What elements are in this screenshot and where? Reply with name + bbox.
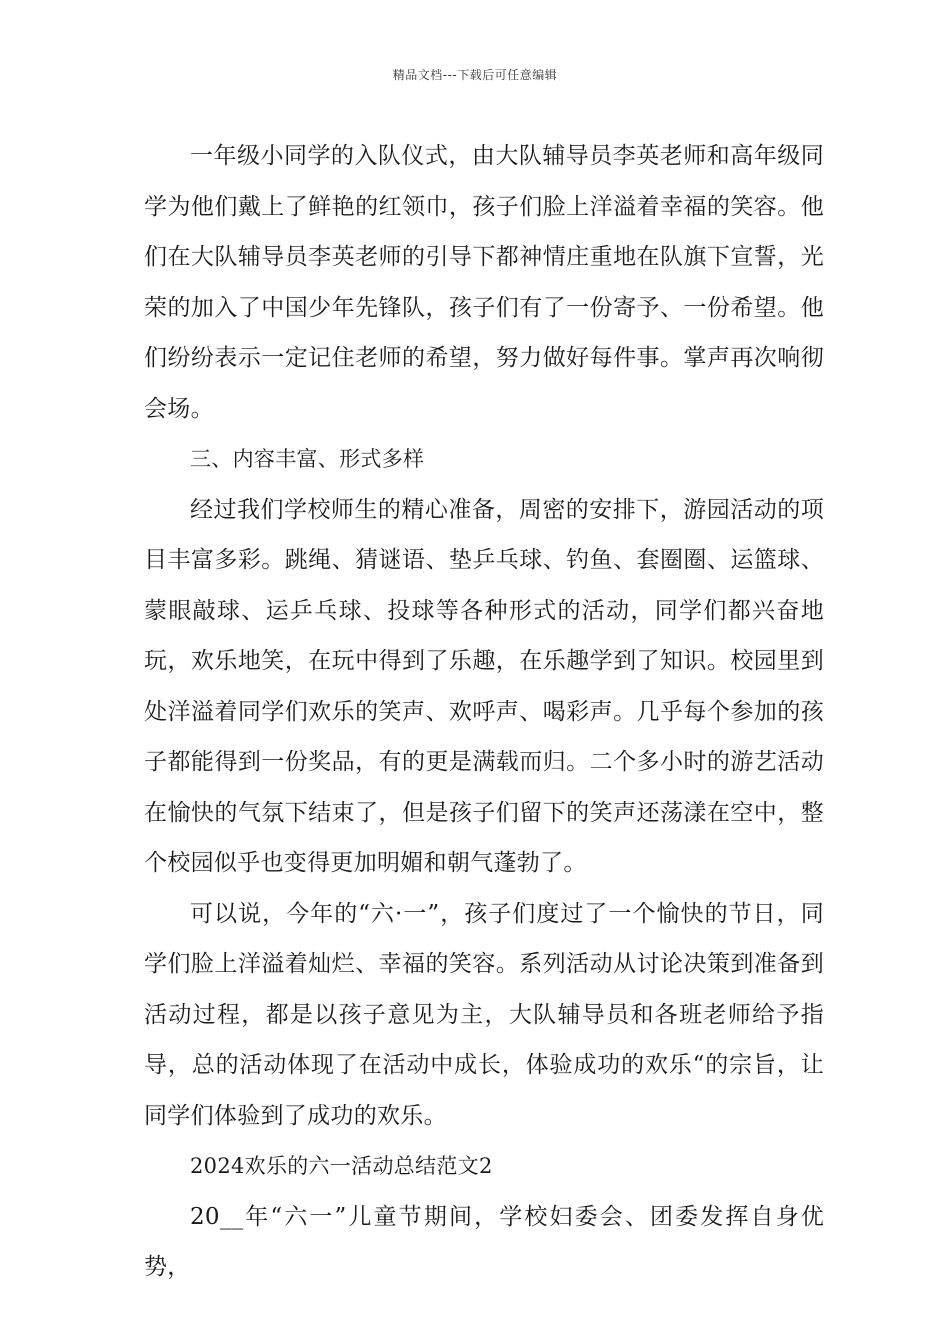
paragraph-conclusion: 可以说，今年的“六·一”，孩子们度过了一个愉快的节日，同学们脸上洋溢着灿烂、幸福的笑容。系列活动从讨论决策到准备到活动过程，都是以孩子意见为主，大队辅导员和各班老师给予指导，总的活动体现了在活动中成长，体验成功的欢乐“的宗旨，让同学们体验到了成功的欢乐。 [144, 900, 824, 1129]
paragraph-induction-ceremony: 一年级小同学的入队仪式，由大队辅导员李英老师和高年级同学为他们戴上了鲜艳的红领巾，孩子们脸上洋溢着幸福的笑容。他们在大队辅导员李英老师的引导下都神情庄重地在队旗下宣誓，光荣的加入了中国少年先锋队，孩子们有了一份寄予、一份希望。他们纷纷表示一定记住老师的希望，努力做好每件事。掌声再次响彻会场。 [144, 143, 824, 422]
page-header: 精品文档---下载后可任意编辑 [392, 68, 558, 82]
paragraph-summary-2-start: 20__年“六一”儿童节期间，学校妇委会、团委发挥自身优势， [144, 1203, 824, 1280]
section-heading-content-rich: 三、内容丰富、形式多样 [190, 447, 425, 471]
paragraph-garden-activities: 经过我们学校师生的精心准备，周密的安排下，游园活动的项目丰富多彩。跳绳、猜谜语、垫乒乓球、钓鱼、套圈圈、运篮球、蒙眼敲球、运乒乓球、投球等各种形式的活动，同学们都兴奋地玩，欢乐地笑，在玩中得到了乐趣，在乐趣学到了知识。校园里到处洋溢着同学们欢乐的笑声、欢呼声、喝彩声。几乎每个参加的孩子都能得到一份奖品，有的更是满载而归。二个多小时的游艺活动在愉快的气氛下结束了，但是孩子们留下的笑声还荡漾在空中，整个校园似乎也变得更加明媚和朝气蓬勃了。 [144, 496, 824, 876]
document-body [144, 131, 824, 1293]
article-title-summary-2: 2024欢乐的六一活动总结范文2 [190, 1154, 493, 1178]
